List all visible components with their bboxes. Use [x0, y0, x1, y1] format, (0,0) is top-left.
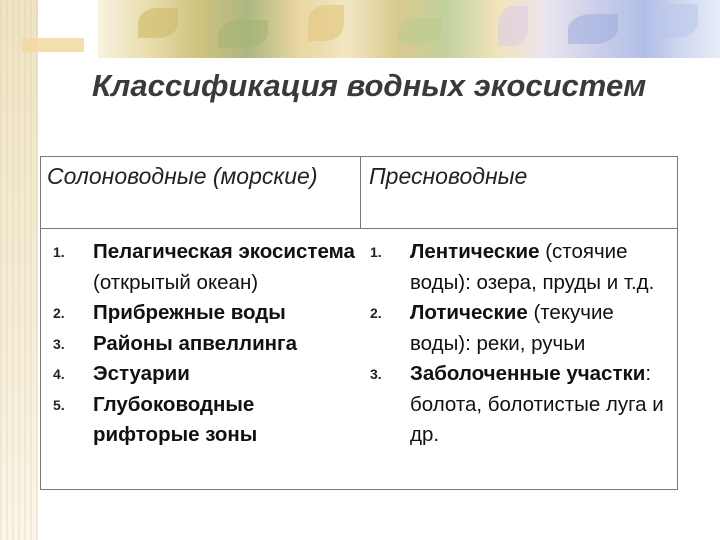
freshwater-list — [370, 237, 672, 451]
list-item — [53, 237, 355, 298]
column-divider — [360, 157, 361, 229]
item-description: (стоячие воды): озера, пруды и т.д. — [410, 240, 655, 294]
item-term: Прибрежные воды — [93, 301, 286, 324]
item-number: 2. — [370, 305, 382, 321]
item-term: Эстуарии — [93, 362, 190, 385]
item-number: 1. — [53, 244, 65, 260]
item-number: 5. — [53, 396, 65, 413]
header-freshwater: Пресноводные — [369, 163, 528, 189]
item-term: Глубоководные рифторые зоны — [93, 392, 258, 446]
classification-table — [40, 156, 678, 490]
item-term: Пелагическая экосистема — [93, 240, 355, 263]
item-description: (открытый океан) — [93, 270, 259, 294]
decorative-left-strip — [0, 0, 38, 540]
item-term: Лотические — [410, 301, 528, 324]
decorative-top-banner — [98, 0, 720, 58]
item-number: 3. — [53, 335, 65, 352]
item-description: : болота, болотистые луга и др. — [410, 362, 664, 446]
item-number: 4. — [53, 366, 65, 382]
item-description: (текучие воды): реки, ручьи — [410, 301, 614, 355]
item-term: Заболоченные участки — [410, 362, 646, 385]
item-number: 2. — [53, 305, 65, 321]
list-item — [370, 359, 672, 451]
list-item — [53, 329, 355, 360]
item-number: 1. — [370, 244, 382, 260]
list-item — [53, 390, 355, 451]
list-item — [53, 298, 355, 329]
saltwater-list — [53, 237, 355, 451]
header-saltwater: Солоноводные (морские) — [47, 163, 318, 189]
list-item — [53, 359, 355, 390]
list-item — [370, 298, 672, 359]
item-term: Районы апвеллинга — [93, 331, 297, 355]
page-title: Классификация водных экосистем — [92, 68, 647, 103]
item-number: 3. — [370, 366, 382, 382]
item-term: Лентические — [410, 240, 540, 263]
decorative-corner-block — [22, 38, 84, 52]
table-header-row — [41, 157, 677, 229]
list-item — [370, 237, 672, 298]
